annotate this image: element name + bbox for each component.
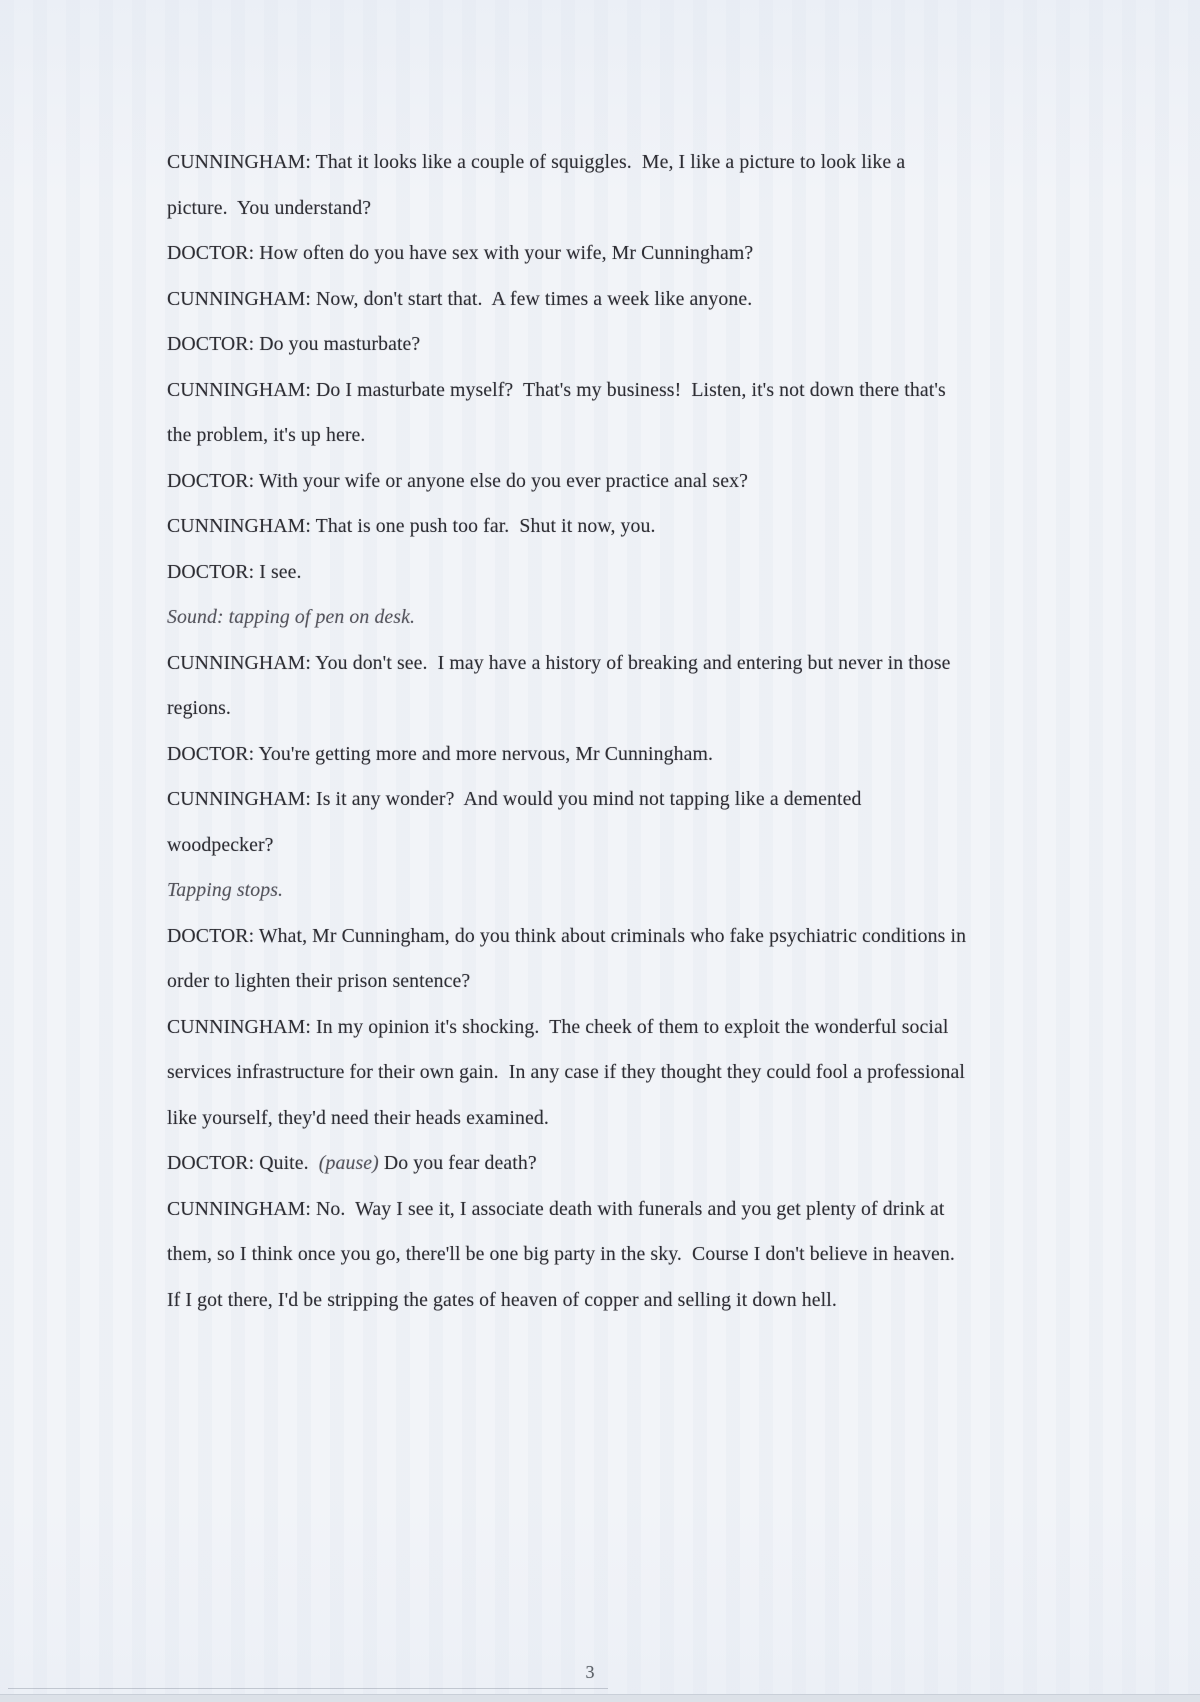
dialogue-line: CUNNINGHAM: Now, don't start that. A few times a week like anyone.	[167, 287, 753, 310]
dialogue-line: CUNNINGHAM: In my opinion it's shocking. The cheek of them to exploit the wonderful social services infrastructure for their own gain. In any case if they thought they could fool a professional like yourself, they'd need their heads examined.	[167, 1015, 971, 1129]
dialogue-text: Do you fear death?	[378, 1152, 537, 1174]
stage-direction: Tapping stops.	[167, 879, 284, 901]
dialogue-line: DOCTOR: Do you masturbate?	[167, 333, 421, 355]
stage-direction-inline: (pause)	[318, 1152, 379, 1174]
dialogue-text: DOCTOR: Quite.	[167, 1152, 319, 1174]
dialogue-line: DOCTOR: You're getting more and more nervous, Mr Cunningham.	[167, 742, 713, 765]
dialogue-line: CUNNINGHAM: That is one push too far. Shut it now, you.	[167, 515, 656, 537]
stage-direction: Sound: tapping of pen on desk.	[167, 606, 416, 628]
scan-artifact-line	[8, 1688, 608, 1689]
page-number: 3	[585, 1662, 595, 1682]
dialogue-line: CUNNINGHAM: Do I masturbate myself? That's my business! Listen, it's not down there that's the problem, it's up here.	[167, 378, 951, 446]
dialogue-line: CUNNINGHAM: You don't see. I may have a history of breaking and entering but never in those regions.	[167, 651, 956, 719]
dialogue-line	[167, 1141, 967, 1187]
dialogue-line: DOCTOR: I see.	[167, 560, 302, 583]
dialogue-line: DOCTOR: How often do you have sex with your wife, Mr Cunningham?	[167, 242, 754, 264]
dialogue-line: CUNNINGHAM: No. Way I see it, I associate death with funerals and you get plenty of drink at them, so I think once you go, there'll be one big party in the sky. Course I don't believe in heaven. If I got there, I'd be stripping the gates of heaven of copper and selling it down hell.	[167, 1197, 965, 1311]
dialogue-line: CUNNINGHAM: That it looks like a couple of squiggles. Me, I like a picture to look like a picture. You understand?	[167, 151, 911, 219]
dialogue-line: CUNNINGHAM: Is it any wonder? And would you mind not tapping like a demented woodpecker?	[167, 788, 867, 856]
dialogue-line: DOCTOR: What, Mr Cunningham, do you think about criminals who fake psychiatric conditions in order to lighten their prison sentence?	[167, 924, 972, 992]
script-text	[167, 140, 972, 1323]
dialogue-line: DOCTOR: With your wife or anyone else do you ever practice anal sex?	[167, 469, 748, 492]
scan-bottom-edge	[0, 1694, 1200, 1702]
